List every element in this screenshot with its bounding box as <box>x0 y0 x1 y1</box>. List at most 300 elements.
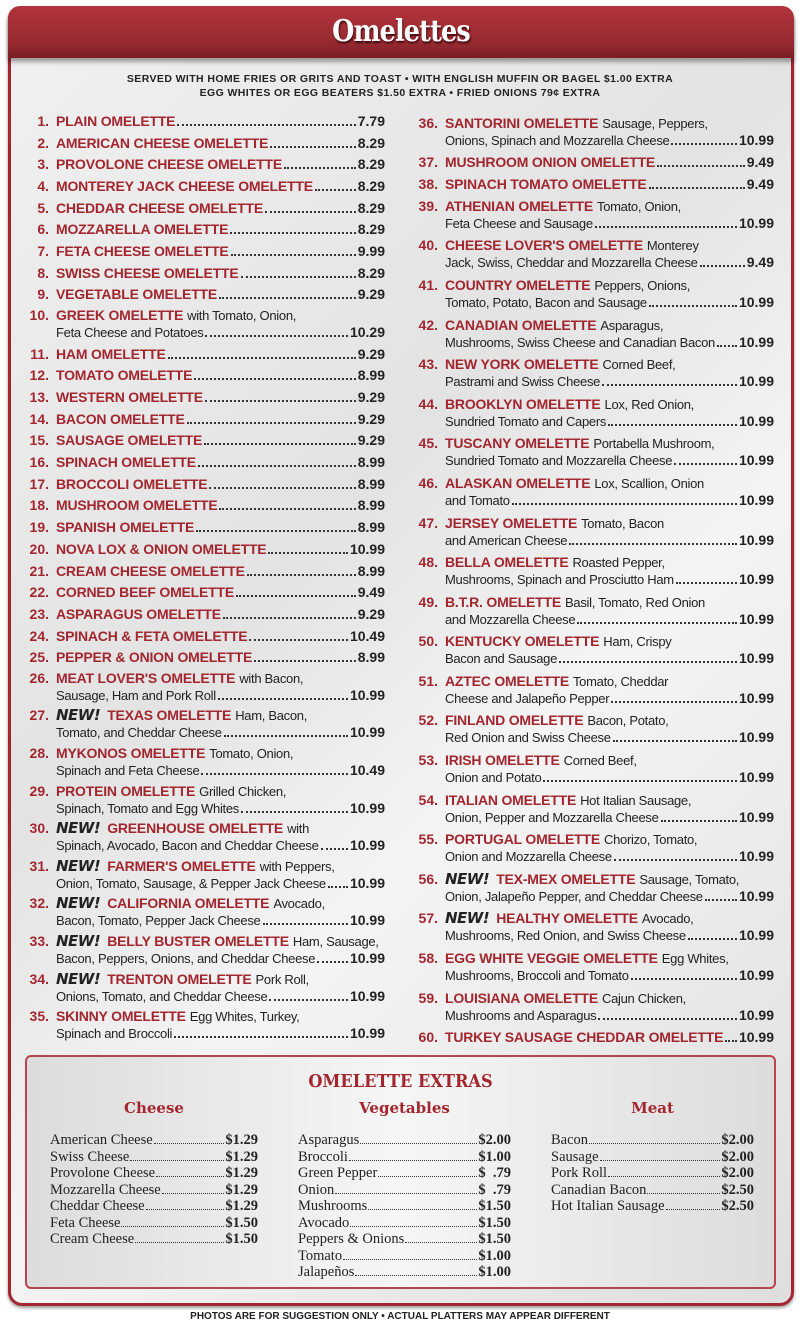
item-number: 51. <box>418 672 438 689</box>
dot-leader <box>247 574 356 576</box>
extras-item <box>298 1182 511 1199</box>
menu-item <box>24 818 385 856</box>
extras-group-heading: Meat <box>631 1099 674 1117</box>
item-number: 54. <box>418 791 438 808</box>
dot-leader <box>559 661 737 663</box>
menu-item <box>414 789 774 829</box>
item-description: Portabella Mushroom, <box>593 436 715 452</box>
item-price: 9.29 <box>357 389 385 405</box>
item-name: FARMER'S OMELETTE <box>107 857 256 874</box>
menu-item <box>414 591 774 631</box>
extras-item-name: Asparagus <box>298 1132 360 1148</box>
menu-item-line <box>414 950 774 967</box>
extras-item-name: Swiss Cheese <box>50 1148 130 1165</box>
item-number: 24. <box>29 627 49 644</box>
extras-item-name: Pork Roll <box>551 1165 607 1181</box>
menu-item-line <box>24 971 385 988</box>
item-price: 10.99 <box>349 1025 385 1042</box>
menu-item-line <box>414 492 774 509</box>
dot-leader <box>223 617 356 619</box>
menu-item <box>24 240 385 262</box>
dot-leader <box>204 443 356 445</box>
item-number: 18. <box>29 497 49 514</box>
item-description: Tomato, Onion, <box>209 746 294 762</box>
dot-leader <box>219 508 355 510</box>
menu-item-line <box>24 783 385 800</box>
item-number: 23. <box>29 605 49 622</box>
dot-leader <box>577 622 737 624</box>
menu-item-line <box>414 633 774 650</box>
menu-item-line <box>414 435 774 452</box>
menu-item-line <box>414 277 774 294</box>
extras-vegetables <box>298 1099 511 1281</box>
item-price: 10.99 <box>738 769 774 786</box>
item-price: 9.49 <box>357 584 385 601</box>
item-description: Ham, Bacon, <box>235 708 308 724</box>
dot-leader <box>315 189 356 191</box>
menu-item <box>24 153 385 175</box>
item-number: 55. <box>418 831 438 848</box>
omelette-extras <box>25 1055 776 1289</box>
item-description: Bacon, Tomato, Pepper Jack Cheese <box>56 913 261 929</box>
extras-item-price: $2.00 <box>478 1132 511 1148</box>
item-name: SANTORINI OMELETTE <box>445 114 599 131</box>
dot-leader <box>263 923 348 925</box>
menu-item-line <box>414 611 774 628</box>
item-number: 5. <box>37 199 49 216</box>
menu-item <box>24 451 385 473</box>
item-price: 10.99 <box>738 650 774 667</box>
dot-leader <box>177 124 355 126</box>
menu-item-line <box>414 154 774 170</box>
extras-item <box>551 1198 754 1215</box>
item-price: 10.99 <box>738 610 774 627</box>
item-price: 8.99 <box>357 475 385 492</box>
menu-item-line <box>24 178 385 194</box>
item-description: Red Onion and Swiss Cheese <box>445 730 611 746</box>
dot-leader <box>162 1193 225 1194</box>
menu-item <box>414 947 774 987</box>
dot-leader <box>608 424 737 426</box>
menu-item-line <box>414 967 774 984</box>
dot-leader <box>254 660 356 662</box>
extras-item <box>50 1149 258 1166</box>
dot-leader <box>269 999 348 1001</box>
item-name: MOZZARELLA OMELETTE <box>56 221 229 238</box>
menu-item <box>414 472 774 512</box>
item-number: 1. <box>37 112 49 129</box>
item-price: 8.29 <box>357 177 385 194</box>
item-name: PEPPER & ONION OMELETTE <box>56 649 253 666</box>
item-number: 36. <box>418 114 438 131</box>
item-number: 34. <box>29 970 49 987</box>
dot-leader <box>355 1275 477 1276</box>
menu-item <box>24 560 385 582</box>
item-price: 10.99 <box>738 571 774 588</box>
item-name: SKINNY OMELETTE <box>56 1008 186 1025</box>
menu-item-line <box>414 356 774 373</box>
item-description: Tomato, and Cheddar Cheese <box>56 725 222 741</box>
extras-item <box>298 1198 511 1215</box>
menu-item-line <box>24 837 385 854</box>
menu-item <box>414 551 774 591</box>
menu-item-line <box>414 792 774 809</box>
new-badge: NEW! <box>445 909 490 928</box>
menu-item <box>414 512 774 552</box>
item-description: with <box>287 821 309 837</box>
item-description: Corned Beef, <box>563 753 637 769</box>
item-description: Sausage, Tomato, <box>639 871 740 887</box>
item-price: 10.99 <box>349 799 385 816</box>
menu-item-line <box>24 1025 385 1042</box>
item-number: 2. <box>37 134 49 151</box>
extras-item <box>298 1149 511 1166</box>
dot-leader <box>317 961 348 963</box>
menu-item-line <box>414 334 774 351</box>
item-description: and Tomato <box>445 492 510 508</box>
extras-group-heading: Cheese <box>124 1099 184 1117</box>
extras-item-name: Jalapeños <box>298 1264 355 1280</box>
dot-leader <box>121 1226 224 1227</box>
dot-leader <box>600 1160 721 1161</box>
menu-item <box>24 262 385 284</box>
dot-leader <box>218 698 348 700</box>
menu-item-line <box>24 519 385 535</box>
dot-leader <box>236 595 356 597</box>
item-price: 9.29 <box>357 410 385 427</box>
dot-leader <box>328 886 348 888</box>
menu-item-line <box>24 628 385 644</box>
extras-item <box>298 1248 511 1265</box>
item-price: 10.99 <box>738 333 774 350</box>
menu-item <box>24 969 385 1007</box>
item-number: 52. <box>418 712 438 729</box>
dot-leader <box>657 165 745 167</box>
dot-leader <box>647 1193 720 1194</box>
new-badge: NEW! <box>445 869 490 888</box>
extras-item-price: $1.50 <box>478 1231 511 1247</box>
menu-item <box>24 430 385 452</box>
item-price: 8.99 <box>357 562 385 579</box>
item-price: 10.99 <box>738 1006 774 1023</box>
dot-leader <box>321 848 348 850</box>
menu-item-line <box>24 707 385 724</box>
item-number: 12. <box>29 367 49 384</box>
item-name: ASPARAGUS OMELETTE <box>56 605 221 622</box>
extras-item <box>298 1165 511 1182</box>
extras-item <box>298 1132 511 1149</box>
menu-item <box>24 386 385 408</box>
menu-item <box>24 894 385 932</box>
item-number: 49. <box>418 593 438 610</box>
item-price: 9.29 <box>357 286 385 303</box>
item-price: 8.99 <box>357 497 385 514</box>
item-name: TRENTON OMELETTE <box>107 970 252 987</box>
new-badge: NEW! <box>56 969 101 988</box>
item-number: 35. <box>29 1008 49 1025</box>
item-name: CORNED BEEF OMELETTE <box>56 584 235 601</box>
item-number: 22. <box>29 584 49 601</box>
menu-item-line <box>24 875 385 892</box>
new-badge: NEW! <box>56 856 101 875</box>
dot-leader <box>205 400 356 402</box>
menu-item-line <box>24 286 385 302</box>
item-description: Roasted Pepper, <box>572 555 665 571</box>
item-number: 6. <box>37 221 49 238</box>
dot-leader <box>219 297 356 299</box>
menu-item-line <box>24 988 385 1005</box>
item-name: NEW YORK OMELETTE <box>445 356 599 373</box>
menu-item-line <box>24 367 385 383</box>
dot-leader <box>130 1160 224 1161</box>
dot-leader <box>249 639 348 641</box>
item-price: 10.99 <box>738 131 774 148</box>
item-description: Onions, Tomato, and Cheddar Cheese <box>56 988 268 1004</box>
menu-item <box>414 868 774 908</box>
dot-leader <box>688 938 737 940</box>
extras-item-price: $1.50 <box>478 1214 511 1231</box>
item-name: CHEESE LOVER'S OMELETTE <box>445 237 643 254</box>
item-description: Tomato, Onion, <box>597 198 681 214</box>
dot-leader <box>209 487 355 489</box>
menu-header <box>8 6 794 58</box>
item-name: SPINACH & FETA OMELETTE <box>56 627 248 644</box>
item-number: 50. <box>418 633 438 650</box>
menu-item-line <box>24 200 385 216</box>
extras-meat <box>551 1099 754 1215</box>
item-name: BELLA OMELETTE <box>445 554 569 571</box>
item-price: 10.99 <box>738 531 774 548</box>
item-price: 10.99 <box>738 293 774 310</box>
item-description: Bacon, Peppers, Onions, and Cheddar Cheese <box>56 951 316 967</box>
item-description: and Mozzarella Cheese <box>445 611 576 627</box>
item-name: TOMATO OMELETTE <box>56 367 193 384</box>
dot-leader <box>194 378 356 380</box>
menu-item <box>24 706 385 744</box>
menu-item <box>24 343 385 365</box>
item-description: Monterey <box>646 238 699 254</box>
menu-item-line <box>24 346 385 362</box>
extras-item <box>50 1231 258 1248</box>
item-name: JERSEY OMELETTE <box>445 514 578 531</box>
menu-item-line <box>414 809 774 826</box>
extras-group-heading: Vegetables <box>359 1099 450 1117</box>
item-name: VEGETABLE OMELETTE <box>56 286 218 303</box>
item-number: 59. <box>418 989 438 1006</box>
item-number: 3. <box>37 156 49 173</box>
item-number: 31. <box>29 857 49 874</box>
item-name: SPINACH OMELETTE <box>56 454 196 471</box>
item-number: 17. <box>29 475 49 492</box>
item-price: 9.29 <box>357 345 385 362</box>
menu-item-line <box>24 432 385 448</box>
item-number: 11. <box>30 345 49 362</box>
extras-item-price: $2.00 <box>721 1132 754 1148</box>
item-price: 8.29 <box>357 221 385 238</box>
dot-leader <box>725 1040 737 1042</box>
item-description: Tomato, Cheddar <box>572 673 669 689</box>
extras-item-name: American Cheese <box>50 1132 153 1148</box>
item-description: Pork Roll, <box>255 971 309 987</box>
menu-item-line <box>414 690 774 707</box>
extras-item-name: Provolone Cheese <box>50 1165 156 1181</box>
subtitle <box>0 72 800 100</box>
item-price: 10.49 <box>349 627 385 644</box>
item-description: Pastrami and Swiss Cheese <box>445 374 601 390</box>
item-number: 26. <box>29 669 49 686</box>
item-name: PLAIN OMELETTE <box>56 112 176 129</box>
item-description: with Peppers, <box>259 858 335 874</box>
item-description: with Bacon, <box>239 670 304 686</box>
item-price: 10.99 <box>738 848 774 865</box>
item-price: 10.99 <box>738 887 774 904</box>
extras-item-name: Bacon <box>551 1132 589 1148</box>
dot-leader <box>608 1176 720 1177</box>
menu-item-line <box>414 927 774 944</box>
menu-item-line <box>24 933 385 950</box>
item-name: GREENHOUSE OMELETTE <box>107 820 284 837</box>
extras-item <box>551 1182 754 1199</box>
item-name: LOUISIANA OMELETTE <box>445 989 598 1006</box>
menu-item-line <box>414 1029 774 1045</box>
item-price: 9.99 <box>357 242 385 259</box>
item-number: 7. <box>37 242 49 259</box>
dot-leader <box>268 552 348 554</box>
dot-leader <box>201 773 348 775</box>
item-description: Corned Beef, <box>602 357 676 373</box>
item-name: BACON OMELETTE <box>56 410 185 427</box>
menu-item <box>24 516 385 538</box>
item-description: Feta Cheese and Potatoes <box>56 324 204 340</box>
extras-item-price: $1.29 <box>225 1148 258 1165</box>
item-description: Asparagus, <box>600 317 664 333</box>
menu-item-line <box>24 687 385 704</box>
dot-leader <box>135 1242 224 1243</box>
dot-leader <box>360 1143 477 1144</box>
menu-item <box>414 631 774 671</box>
extras-item-name: Broccoli <box>298 1148 348 1165</box>
menu-column-left <box>24 110 385 1044</box>
extras-item-price: $1.00 <box>478 1247 511 1264</box>
menu-item-line <box>24 606 385 622</box>
item-name: NOVA LOX & ONION OMELETTE <box>56 540 267 557</box>
item-description: Egg Whites, Turkey, <box>189 1009 300 1025</box>
item-price: 10.99 <box>349 912 385 929</box>
item-price: 10.99 <box>738 967 774 984</box>
menu-item <box>414 393 774 433</box>
item-name: EGG WHITE VEGGIE OMELETTE <box>445 950 658 967</box>
dot-leader <box>569 543 737 545</box>
item-name: MONTEREY JACK CHEESE OMELETTE <box>56 177 313 194</box>
extras-item-name: Onion <box>298 1181 335 1198</box>
dot-leader <box>595 226 737 228</box>
menu-item-line <box>414 888 774 905</box>
extras-item-price: $2.00 <box>721 1148 754 1165</box>
item-price: 10.99 <box>738 1029 774 1046</box>
dot-leader <box>649 187 745 189</box>
item-price: 10.99 <box>349 874 385 891</box>
extras-item-price: $1.00 <box>478 1264 511 1280</box>
menu-item-line <box>414 176 774 192</box>
menu-item <box>24 364 385 386</box>
menu-item-line <box>414 554 774 571</box>
item-number: 20. <box>29 540 49 557</box>
menu-item-line <box>24 745 385 762</box>
menu-item-line <box>24 135 385 151</box>
dot-leader <box>230 232 356 234</box>
menu-item-line <box>414 215 774 232</box>
dot-leader <box>196 530 356 532</box>
menu-item <box>414 1026 774 1048</box>
item-name: BELLY BUSTER OMELETTE <box>107 933 289 950</box>
item-name: TEXAS OMELETTE <box>107 707 232 724</box>
menu-item <box>24 218 385 240</box>
item-number: 53. <box>418 752 438 769</box>
extras-item-name: Peppers & Onions <box>298 1231 405 1247</box>
menu-item <box>24 581 385 603</box>
page-title: Omelettes <box>332 14 470 49</box>
item-name: SAUSAGE OMELETTE <box>56 432 203 449</box>
dot-leader <box>224 735 348 737</box>
menu-item-line <box>24 454 385 470</box>
item-description: Mushrooms, Red Onion, and Swiss Cheese <box>445 928 686 944</box>
menu-item <box>414 749 774 789</box>
item-description: Tomato, Potato, Bacon and Sausage <box>445 294 647 310</box>
item-description: Ham, Crispy <box>603 634 672 650</box>
dot-leader <box>598 1018 737 1020</box>
dot-leader <box>241 811 348 813</box>
item-description: Lox, Scallion, Onion <box>594 475 704 491</box>
menu-item-line <box>414 237 774 254</box>
dot-leader <box>611 701 737 703</box>
menu-item-line <box>24 389 385 405</box>
subtitle-line: SERVED WITH HOME FRIES OR GRITS AND TOAST • WITH ENGLISH MUFFIN OR BAGEL $1.00 EXTRA <box>126 73 674 85</box>
item-number: 16. <box>29 454 49 471</box>
menu-item-line <box>24 307 385 324</box>
item-number: 43. <box>418 356 438 373</box>
menu-item-line <box>414 848 774 865</box>
item-number: 58. <box>418 950 438 967</box>
item-description: Egg Whites, <box>661 951 729 967</box>
footer-note: PHOTOS ARE FOR SUGGESTION ONLY • ACTUAL PLATTERS MAY APPEAR DIFFERENT <box>190 1311 610 1322</box>
item-price: 10.99 <box>738 689 774 706</box>
item-description: Onions, Spinach and Mozzarella Cheese <box>445 132 670 148</box>
item-description: Onion, Tomato, Sausage, & Pepper Jack Cheese <box>56 875 326 891</box>
extras-item-price: $1.29 <box>225 1132 258 1148</box>
menu-item-line <box>414 396 774 413</box>
menu-item-line <box>414 594 774 611</box>
item-number: 48. <box>418 554 438 571</box>
item-price: 9.49 <box>746 154 774 171</box>
menu-item <box>414 274 774 314</box>
dot-leader <box>270 146 356 148</box>
extras-title: OMELETTE EXTRAS <box>308 1071 493 1092</box>
item-price: 10.49 <box>349 762 385 779</box>
item-name: PROTEIN OMELETTE <box>56 782 196 799</box>
item-description: Ham, Sausage, <box>292 934 379 950</box>
item-price: 7.79 <box>357 112 385 129</box>
menu-column-right <box>414 112 774 1048</box>
menu-item <box>414 314 774 354</box>
dot-leader <box>265 211 356 213</box>
item-name: SPANISH OMELETTE <box>56 519 195 536</box>
item-name: ATHENIAN OMELETTE <box>445 197 594 214</box>
item-name: PROVOLONE CHEESE OMELETTE <box>56 156 283 173</box>
extras-item-price: $1.29 <box>225 1198 258 1214</box>
dot-leader <box>666 1209 721 1210</box>
menu-item-line <box>24 912 385 929</box>
dot-leader <box>368 1209 477 1210</box>
